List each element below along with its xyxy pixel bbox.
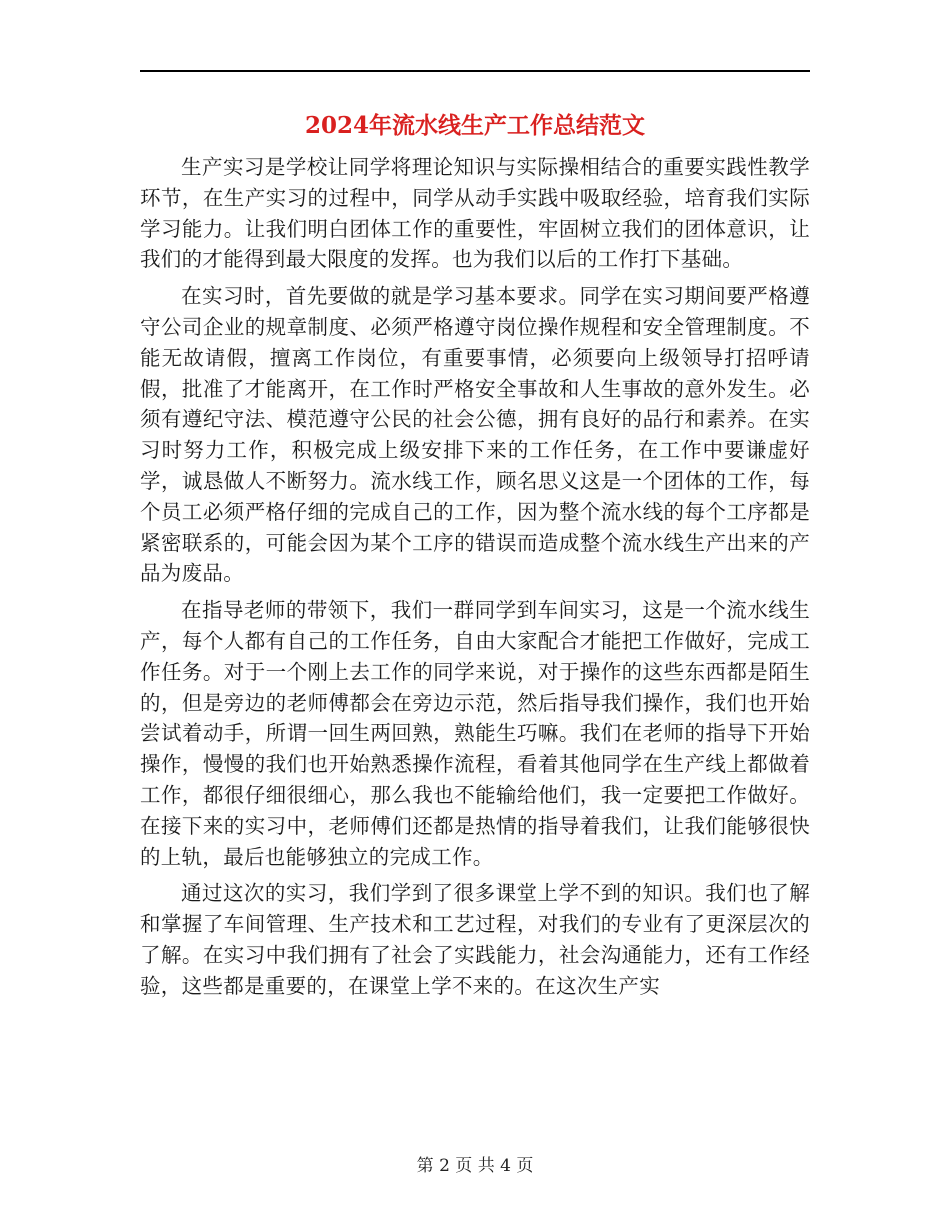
paragraph-4: 通过这次的实习，我们学到了很多课堂上学不到的知识。我们也了解和掌握了车间管理、生产技术和工艺过程，对我们的专业有了更深层次的了解。在实习中我们拥有了社会了实践能力，社会沟通能力，还有工作经验，这些都是重要的，在课堂上学不来的。在这次生产实: [140, 881, 810, 998]
document-body: [140, 152, 810, 1102]
paragraph-3: 在指导老师的带领下，我们一群同学到车间实习，这是一个流水线生产，每个人都有自己的工作任务，自由大家配合才能把工作做好，完成工作任务。对于一个刚上去工作的同学来说，对于操作的这些东西都是陌生的，但是旁边的老师傅都会在旁边示范，然后指导我们操作，我们也开始尝试着动手，所谓一回生两回熟，熟能生巧嘛。我们在老师的指导下开始操作，慢慢的我们也开始熟悉操作流程，看着其他同学在生产线上都做着工作，都很仔细很细心，那么我也不能输给他们，我一定要把工作做好。在接下来的实习中，老师傅们还都是热情的指导着我们，让我们能够很快的上轨，最后也能够独立的完成工作。: [140, 598, 810, 869]
document-title: 2024年流水线生产工作总结范文: [304, 112, 645, 139]
paragraph-2: 在实习时，首先要做的就是学习基本要求。同学在实习期间要严格遵守公司企业的规章制度、必须严格遵守岗位操作规程和安全管理制度。不能无故请假，擅离工作岗位，有重要事情，必须要向上级领导打招呼请假，批准了才能离开，在工作时严格安全事故和人生事故的意外发生。必须有遵纪守法、模范遵守公民的社会公德，拥有良好的品行和素养。在实习时努力工作，积极完成上级安排下来的工作任务，在工作中要谦虚好学，诚恳做人不断努力。流水线工作，顾名思义这是一个团体的工作，每个员工必须严格仔细的完成自己的工作，因为整个流水线的每个工序都是紧密联系的，可能会因为某个工序的错误而造成整个流水线生产出来的产品为废品。: [140, 284, 810, 586]
header-rule: [140, 70, 810, 72]
page-number-footer: 第 2 页 共 4 页: [416, 1156, 534, 1176]
paragraph-1: 生产实习是学校让同学将理论知识与实际操相结合的重要实践性教学环节，在生产实习的过程中，同学从动手实践中吸取经验，培育我们实际学习能力。让我们明白团体工作的重要性，牢固树立我们的团体意识，让我们的才能得到最大限度的发挥。也为我们以后的工作打下基础。: [140, 155, 810, 272]
